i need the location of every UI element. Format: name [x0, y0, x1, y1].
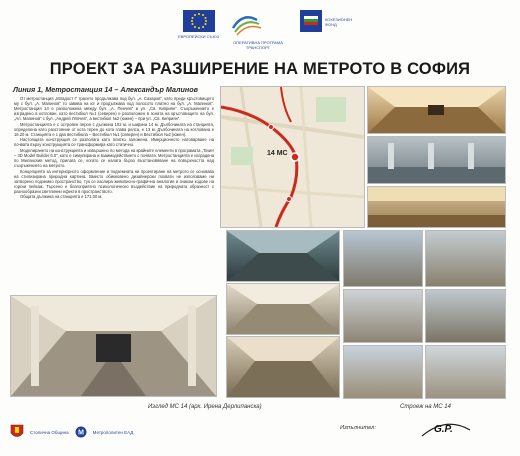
op-transport-icon [229, 10, 287, 38]
footer-logos [10, 424, 133, 440]
map-graphic [221, 87, 364, 227]
metro-logo-icon [75, 426, 87, 438]
construction-photo-3 [343, 289, 423, 343]
platform-render-2 [226, 283, 340, 335]
construction-photo-2 [425, 230, 506, 287]
op-transport-logo [228, 10, 288, 50]
paragraph: Настоящата конструкция се разполага като плитко заложена. Имерционното натоварване на почвата върху конструкцията се трансформира като статично. [14, 137, 214, 148]
fund-caption: КОХЕЗИОНЕН ФОНД [325, 17, 353, 27]
construction-photo-6 [425, 345, 506, 399]
header-logos [0, 10, 520, 52]
render-photo-1 [367, 86, 506, 134]
platform-render-3-graphic [227, 337, 339, 397]
map-station-label: 14 МС [267, 150, 288, 157]
platform-render-1 [226, 230, 340, 282]
eu-logo [178, 10, 219, 39]
cohesion-fund-logo [300, 10, 360, 32]
municipality-crest-icon [10, 424, 24, 440]
construction-photo-4 [425, 289, 506, 343]
op-caption: ОПЕРАТИВНА ПРОГРАМА ТРАНСПОРТ [233, 40, 283, 50]
station-render-large [10, 295, 217, 397]
caption-construction: Строеж на МС 14 [400, 404, 451, 410]
paragraph: Моделирането на конструкцията и извършено по метода на крайните елементи в програмата „Tower – 3D Model Builder 6.0“, като е симулирана и взаимодействието с почвата. Метростанцията е изградена по Миланския метод, прилага се, когато се налага бързо възстановяване на повърхността над съоръжението на метрото. [14, 147, 214, 169]
body-text [14, 96, 214, 200]
station-render-graphic [11, 296, 216, 396]
route-map [220, 86, 365, 228]
svg-text:M: M [77, 429, 84, 437]
page-title: ПРОЕКТ ЗА РАЗШИРЕНИЕ НА МЕТРОТО В СОФИЯ [49, 60, 471, 78]
construction-photo-5 [343, 345, 423, 399]
construction-photo-1 [343, 230, 423, 287]
render-2-graphic [368, 137, 505, 183]
municipality-label: Столична Община [30, 429, 69, 435]
render-3-graphic [368, 187, 505, 227]
platform-render-2-graphic [227, 284, 339, 334]
paragraph: Общата дължина на станцията е 171.00 м. [20, 194, 103, 200]
render-photo-3 [367, 186, 506, 228]
platform-render-1-graphic [227, 231, 339, 281]
eu-flag-icon [183, 10, 215, 32]
render-photo-2 [367, 136, 506, 184]
render-1-graphic [368, 87, 505, 133]
fund-flag-icon [300, 10, 322, 32]
contractor-label: Изпълнител: [340, 425, 377, 431]
paragraph: Метростанцията е с островен перон с дължина 102 м. и ширина 14 м. Дълбочината на станцията, определена като разстояние от кота терен до кота глава релса, е 13 м. Дълбочината на котлована е 16.20 м. Станцията е с два вестибюла – Вестибюл №1 (северен) и Вестибюл №2 (южен). [14, 121, 214, 137]
paragraph: От метростанция „Младост I“ трасето продължава под бул. „А. Сахаров“, като преди кръстовището му с бул. „А. Малинов“ то завива на юг и продължава под полосото платно на бул. „А. Малинов“. Метростанция 14 е разположена между бул. „А. Пенчев“ и ул. „Св. Киприян“. Съоръжението е изградено в котлован, като вестибюл №1 (северен) е разположен в зоната на кръстовището на бул. „Ал. Малинов“ с бул. „Андрей Ляпчев“, а вестибюл №2 (южен) – при ул. „Св. Киприян“. [14, 96, 214, 122]
platform-render-3 [226, 336, 340, 398]
caption-render: Изглед МС 14 (арх. Ирена Дерлипанска) [148, 404, 262, 410]
paragraph: Концепцията за интериорното оформление и подземната ни проектиране на метрото се основава на стилизирана природна картина. Вместо обикновено дизайнерски похвати не използваме ни затворено подземно пространство, тук се изолира живописно-графична аналогия и знаком кодове на горски пейзаж. Търсено е благоприятно психологическо въздействие на природната образност с разнообразни светлинни ефекти в пространството. [14, 168, 214, 194]
contractor-logo [420, 420, 472, 440]
contractor-name: G.P. [434, 424, 453, 435]
subtitle: Линия 1, Метростанция 14 – Александър Малинов [13, 85, 198, 94]
metro-label: Метрополитен ЕАД [92, 429, 134, 435]
eu-caption: ЕВРОПЕЙСКИ СЪЮЗ [178, 34, 220, 39]
